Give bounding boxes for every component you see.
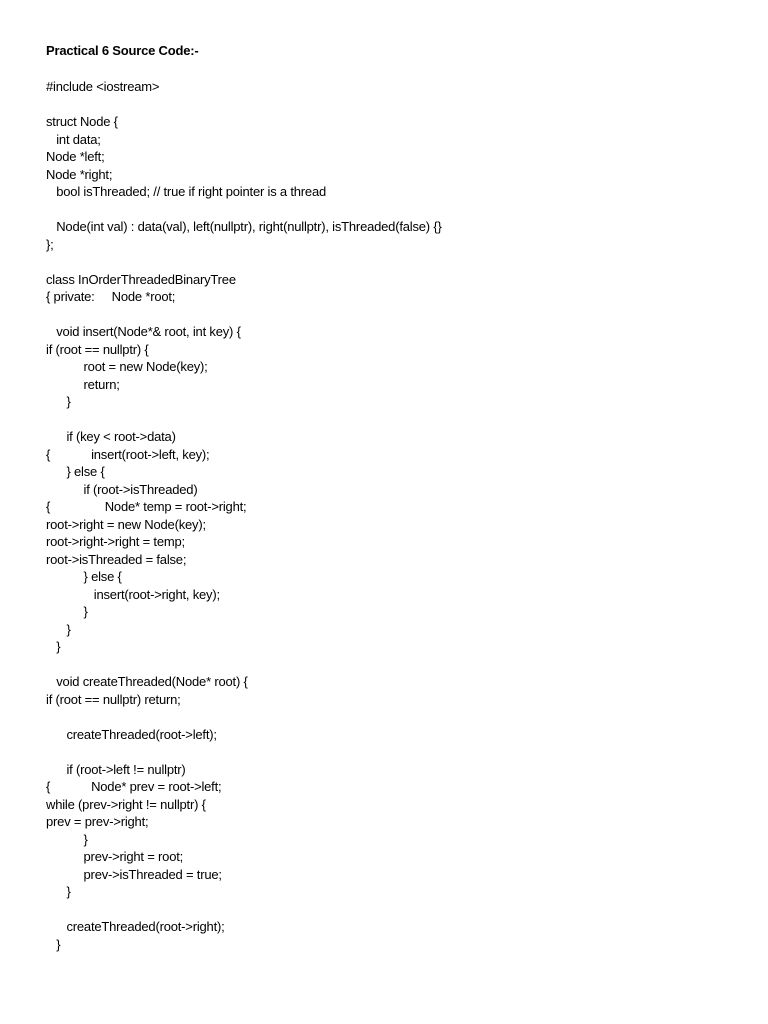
code-line: { private: Node *root; [46,289,176,304]
code-line [46,201,442,219]
code-line: root->right = new Node(key); [46,516,206,532]
code-line: { insert(root->left, key); [46,446,210,462]
code-line: prev->right = root; [46,849,184,864]
code-line: } [46,936,61,952]
code-line: return; [46,376,120,392]
code-line: root->isThreaded = false; [46,551,187,567]
code-line: prev->isThreaded = true; [46,866,222,882]
code-line: }; [46,236,54,252]
code-line: prev = prev->right; [46,814,149,829]
code-line: { Node* temp = root->right; [46,499,247,514]
source-code-block [46,78,442,953]
code-line [46,411,442,429]
document-heading: Practical 6 Source Code:- [46,43,199,58]
code-line: } [46,639,61,654]
code-line: } [46,604,88,619]
code-line: Node(int val) : data(val), left(nullptr), right(nullptr), isThreaded(false) {} [46,219,442,234]
code-line: root = new Node(key); [46,359,208,374]
code-line [46,743,442,761]
code-line: Node *left; [46,149,105,164]
code-line: } [46,831,88,847]
code-line: createThreaded(root->left); [46,726,217,742]
code-line: } else { [46,569,122,584]
code-line: insert(root->right, key); [46,586,220,602]
code-line: while (prev->right != nullptr) { [46,796,206,812]
code-line [46,708,442,726]
code-line [46,253,442,271]
code-line [46,306,442,324]
code-line: if (root == nullptr) { [46,341,149,357]
code-line: class InOrderThreadedBinaryTree [46,271,236,287]
code-line: if (root->isThreaded) [46,481,198,497]
code-line: #include <iostream> [46,79,160,94]
code-line: if (root == nullptr) return; [46,691,181,707]
code-line: root->right->right = temp; [46,534,185,549]
code-line [46,901,442,919]
code-line: int data; [46,131,101,147]
code-line: } [46,394,71,409]
code-line: } else { [46,464,105,479]
code-line: void createThreaded(Node* root) { [46,674,248,689]
code-line: createThreaded(root->right); [46,919,225,934]
code-line: } [46,884,71,899]
code-line: if (key < root->data) [46,429,176,444]
code-line: Node *right; [46,166,113,182]
code-line [46,656,442,674]
code-line: { Node* prev = root->left; [46,779,222,794]
code-line: } [46,621,71,637]
code-line: void insert(Node*& root, int key) { [46,324,241,339]
code-line: bool isThreaded; // true if right pointer is a thread [46,184,327,199]
code-line [46,96,442,114]
code-line: if (root->left != nullptr) [46,761,186,777]
code-line: struct Node { [46,114,118,129]
